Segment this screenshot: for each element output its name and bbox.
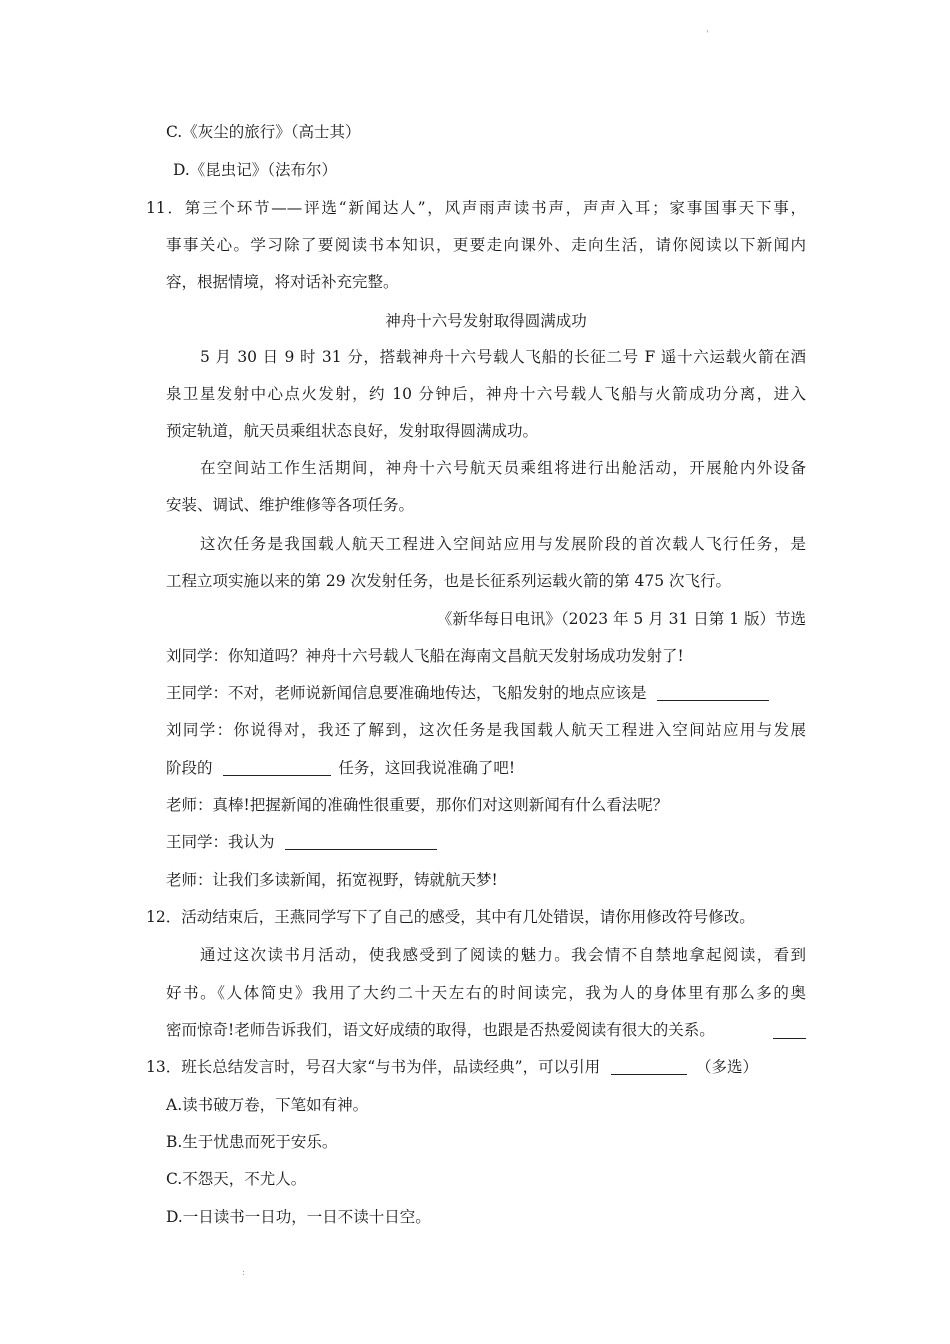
answer-blank-mission[interactable] bbox=[223, 759, 331, 776]
news-paragraph-1-line1: 5 月 30 日 9 时 31 分，搭载神舟十六号载人飞船的长征二号 F 遥十六运载火箭在酒 bbox=[200, 348, 806, 366]
news-title: 神舟十六号发射取得圆满成功 bbox=[385, 312, 587, 330]
dialogue-liu-2-text-a: 阶段的 bbox=[166, 759, 213, 777]
q12-paragraph-line1: 通过这次读书月活动，使我感受到了阅读的魅力。我会情不自禁地拿起阅读，看到 bbox=[200, 946, 806, 964]
news-paragraph-1-line3: 预定轨道，航天员乘组状态良好，发射取得圆满成功。 bbox=[166, 422, 539, 440]
news-paragraph-3-line2: 工程立项实施以来的第 29 次发射任务，也是长征系列运载火箭的第 475 次飞行。 bbox=[166, 572, 732, 590]
q13-option-c: C.不怨天，不尤人。 bbox=[166, 1170, 307, 1188]
answer-blank-launch-site[interactable] bbox=[657, 684, 769, 701]
dialogue-wang-1 bbox=[166, 682, 769, 704]
news-paragraph-3-line1: 这次任务是我国载人航天工程进入空间站应用与发展阶段的首次载人飞行任务，是 bbox=[200, 535, 806, 553]
q13-multi-select-note: （多选） bbox=[695, 1058, 758, 1076]
dialogue-wang-2-text: 王同学：我认为 bbox=[166, 833, 275, 851]
dialogue-teacher-1: 老师：真棒!把握新闻的准确性很重要，那你们对这则新闻有什么看法呢？ bbox=[166, 796, 669, 814]
q11-stem-line2: 事事关心。学习除了要阅读书本知识，更要走向课外、走向生活，请你阅读以下新闻内 bbox=[166, 236, 806, 254]
dialogue-liu-2-line2 bbox=[166, 757, 515, 779]
dialogue-wang-2 bbox=[166, 831, 437, 853]
news-paragraph-2-line1: 在空间站工作生活期间，神舟十六号航天员乘组将进行出舱活动，开展舱内外设备 bbox=[200, 459, 806, 477]
q10-option-d: D.《昆虫记》（法布尔） bbox=[173, 161, 338, 179]
q11-stem-line1: 11．第三个环节——评选“新闻达人”，风声雨声读书声，声声入耳；家事国事天下事， bbox=[146, 199, 806, 217]
news-paragraph-2-line2: 安装、调试、维护维修等各项任务。 bbox=[166, 496, 415, 514]
dialogue-liu-2-line1: 刘同学：你说得对，我还了解到，这次任务是我国载人航天工程进入空间站应用与发展 bbox=[166, 721, 806, 739]
q13-stem-text: 13．班长总结发言时，号召大家“与书为伴，品读经典”，可以引用 bbox=[146, 1058, 601, 1076]
page-mark-bottom: : bbox=[242, 1268, 246, 1278]
q12-paragraph-line2: 好书。《人体简史》我用了大约二十天左右的时间读完，我为人的身体里有那么多的奥 bbox=[166, 984, 806, 1002]
page-mark: ' bbox=[706, 30, 709, 40]
q13-option-a: A.读书破万卷，下笔如有神。 bbox=[166, 1096, 369, 1114]
q13-answer-blank[interactable] bbox=[611, 1058, 687, 1075]
news-paragraph-1-line2: 泉卫星发射中心点火发射，约 10 分钟后，神舟十六号载人飞船与火箭成功分离，进入 bbox=[166, 385, 806, 403]
q10-option-c: C.《灰尘的旅行》（高士其） bbox=[166, 123, 361, 141]
q12-stem: 12．活动结束后，王燕同学写下了自己的感受，其中有几处错误，请你用修改符号修改。 bbox=[146, 908, 755, 926]
q11-stem-line3: 容，根据情境，将对话补充完整。 bbox=[166, 273, 399, 291]
news-source: 《新华每日电讯》（2023 年 5 月 31 日第 1 版）节选 bbox=[436, 610, 806, 628]
dialogue-wang-1-text: 王同学：不对，老师说新闻信息要准确地传达，飞船发射的地点应该是 bbox=[166, 684, 647, 702]
q12-answer-blank[interactable] bbox=[773, 1022, 806, 1039]
q13-option-b: B.生于忧患而死于安乐。 bbox=[166, 1133, 338, 1151]
q13-option-d: D.一日读书一日功，一日不读十日空。 bbox=[166, 1208, 431, 1226]
answer-blank-opinion[interactable] bbox=[285, 833, 437, 850]
dialogue-teacher-2: 老师：让我们多读新闻，拓宽视野，铸就航天梦! bbox=[166, 871, 498, 889]
q13-stem bbox=[146, 1056, 758, 1078]
q12-paragraph-line3-text: 密而惊奇!老师告诉我们，语文好成绩的取得，也跟是否热爱阅读有很大的关系。 bbox=[166, 1021, 715, 1039]
dialogue-liu-2-text-b: 任务，这回我说准确了吧! bbox=[338, 759, 516, 777]
q12-paragraph-line3 bbox=[166, 1019, 715, 1041]
dialogue-liu-1: 刘同学：你知道吗？神舟十六号载人飞船在海南文昌航天发射场成功发射了! bbox=[166, 647, 684, 665]
